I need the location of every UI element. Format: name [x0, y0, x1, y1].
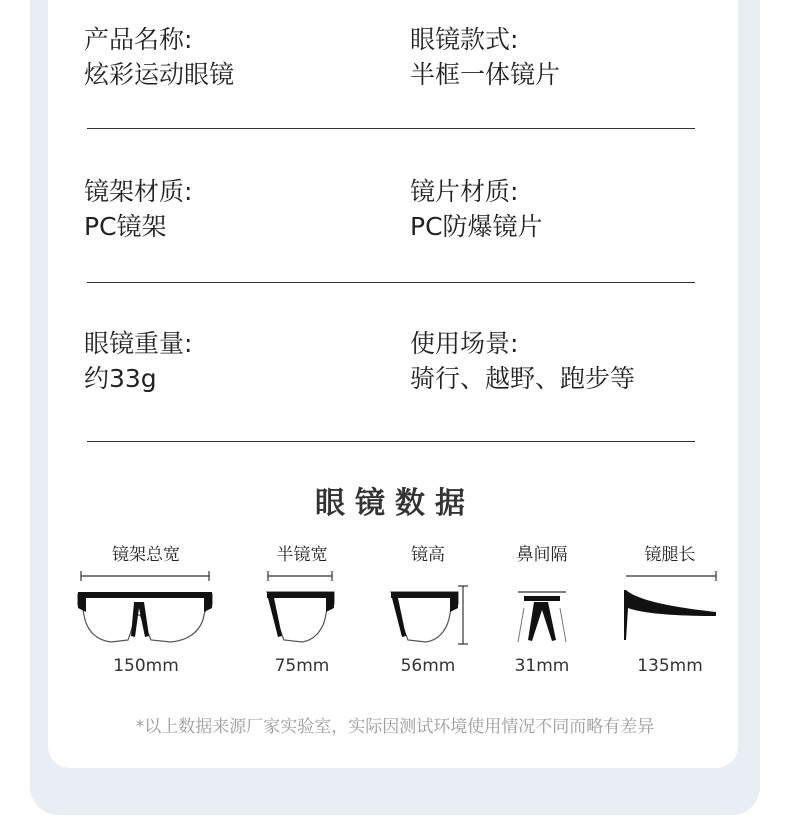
temple-length-icon — [620, 568, 720, 648]
spec-value: 炫彩运动眼镜 — [84, 60, 235, 89]
dimension-value: 135mm — [637, 656, 703, 676]
dimension-label: 镜架总宽 — [112, 545, 180, 565]
spec-label: 眼镜重量: — [84, 329, 193, 358]
spec-label: 使用场景: — [410, 329, 519, 358]
lens-height-icon — [388, 568, 468, 648]
spec-lens-material — [410, 174, 543, 244]
spec-style — [410, 22, 560, 92]
section-title: 眼镜数据 — [315, 486, 475, 521]
dimension-label: 镜高 — [411, 545, 445, 565]
footnote: *以上数据来源厂家实验室，实际因测试环境使用情况不同而略有差异 — [135, 717, 655, 737]
dimension-value: 31mm — [514, 656, 570, 676]
nose-bridge-icon — [502, 568, 582, 648]
spec-value: 约33g — [84, 364, 157, 393]
spec-value: PC镜架 — [84, 212, 167, 241]
spec-value: 半框一体镜片 — [410, 60, 561, 89]
dimension-value: 56mm — [400, 656, 456, 676]
spec-label: 眼镜款式: — [410, 25, 519, 54]
spec-product-name — [84, 22, 234, 92]
spec-value: 骑行、越野、跑步等 — [410, 364, 636, 393]
dimension-value: 150mm — [113, 656, 179, 676]
spec-label: 镜架材质: — [84, 177, 193, 206]
spec-weight — [84, 326, 192, 396]
dimension-label: 鼻间隔 — [516, 545, 568, 565]
spec-label: 镜片材质: — [410, 177, 519, 206]
spec-label: 产品名称: — [84, 25, 193, 54]
divider — [87, 282, 695, 283]
dimension-value: 75mm — [274, 656, 330, 676]
spec-usage — [410, 326, 635, 396]
dimension-label: 镜腿长 — [644, 545, 696, 565]
glasses-front-full-width-icon — [76, 568, 216, 648]
glasses-half-width-icon — [262, 568, 342, 648]
divider — [87, 441, 695, 442]
spec-frame-material — [84, 174, 192, 244]
dimension-label: 半镜宽 — [276, 545, 328, 565]
divider — [87, 128, 695, 129]
spec-value: PC防爆镜片 — [410, 212, 543, 241]
